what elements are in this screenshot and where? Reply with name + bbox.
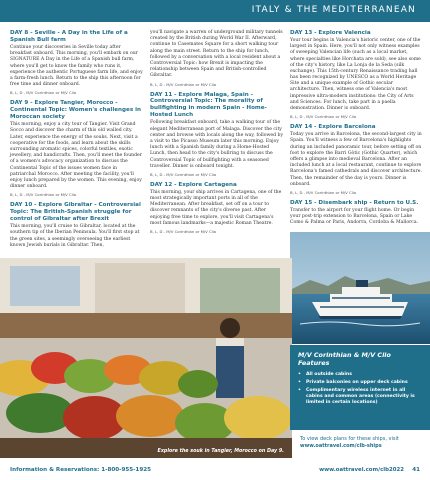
day-body: Transfer to the airport for your flight home. Or begin your post-trip extension to Barcelona, Spain or Lake Como & Palma or Paris, Andorra, Cordoba & Mallorca. xyxy=(290,207,419,226)
day-meals: B, L, D - M/V Corinthian or M/V Clio xyxy=(290,114,357,120)
feature-item: • Private balconies on upper deck cabins xyxy=(298,379,408,385)
day-entry xyxy=(290,124,422,195)
day-meals: B, L, D - M/V Corinthian or M/V Clio xyxy=(150,229,217,235)
day-meals: B, L, D - M/V Corinthian or M/V Clio xyxy=(10,90,77,96)
features-list xyxy=(298,372,422,406)
day-entry xyxy=(10,100,144,197)
cruise-ship-photo xyxy=(290,232,430,344)
day-body: Your tour begins in Valencia's historic center, one of the largest in Spain. Here, you'll not only witness examples of sweeping Valencian life (such as a local market, where specialties like Horchata are sold), see also some of the city's history, like La Lonja de la Seda (silk exchange). This 15th-century Renaissance trading hall has been recognized by UNESCO as a World Heritage Site and a unique example of Gothic secular architecture. Then, witness one of Valencia's most impressive ultra-modern institutions: the City of Arts and Sciences. For lunch, take part in a paella demonstration. Dinner is onboard. xyxy=(290,37,421,112)
page-number: 41 xyxy=(412,467,420,473)
feature-item: • All outside cabins xyxy=(298,372,352,377)
tangier-souk-photo xyxy=(0,258,292,458)
deck-plans-link[interactable]: www.oattravel.com/clb-ships xyxy=(300,442,382,449)
day-title: DAY 14 - Explore Barcelona xyxy=(290,124,376,131)
footer-url[interactable]: www.oattravel.com/clb2022 xyxy=(319,467,404,473)
day-title: DAY 11 - Explore Malaga, Spain - Controversial Topic: The morality of bullfighting in modern Spain - Home-Hosted Lunch xyxy=(150,91,267,119)
header-bar xyxy=(0,0,430,22)
section-title: ITALY & THE MEDITERRANEAN xyxy=(251,5,416,15)
itinerary-column-2 xyxy=(150,30,284,239)
day-body: This morning, enjoy a city tour of Tangier. Visit Grand Socco and discover the charm of this old walled city. Later, experience the energy of the souks. Next, visit a cooperative for the foods, and learn about the skills surrounding aromatic spices, colorful textiles, exotic jewellery, and handicrafts. Then, you'll meet the founder of a women's advocacy organization to discuss the Continental Topic of the issues women face in patriarchal Morocco. After meeting the facility, you'll enjoy lunch prepared by the women. This evening, enjoy dinner onboard. xyxy=(10,122,142,190)
day-body: This morning, your ship arrives in Cartagena, one of the most strategically important ports in all of the Mediterranean. After breakfast, set off on a tour to discover remnants of the city's diverse past. After enjoying free time to explore, you'll visit Cartagena's most famous landmarks—a majestic Roman Theatre. xyxy=(150,189,282,226)
page-footer xyxy=(0,464,430,480)
day-meals: B, L, D - M/V Corinthian or M/V Clio xyxy=(150,171,217,177)
day-body: This morning, you'll cruise to Gibraltar, located at the southern tip of the Iberian Peninsula. You'll first stop at the green sites, a seemingly overseeing the earliest known Jewish burials in Gibraltar. Then, xyxy=(10,224,140,248)
day-title: DAY 8 - Seville - A Day in the Life of a Spanish Bull farm xyxy=(10,30,128,43)
day-entry xyxy=(290,30,422,119)
photo-caption: Explore the souk in Tangier, Morocco on Day 9. xyxy=(157,449,284,454)
deck-plans-note xyxy=(300,436,426,450)
market-scene-illustration xyxy=(0,258,292,458)
day-body: Following breakfast onboard, take a walking tour of the elegant Mediterranean port of Malaga. Discover the city center and browse with locals along the way, followed by a visit to the Picasso Museum later this morning. Enjoy lunch with a Spanish family during a Home-Hosted Lunch, then head to the city's bullring to discuss the Controversial Topic of bullfighting with a seasoned traveller. Dinner is onboard tonight. xyxy=(150,120,284,169)
bullet-icon: • xyxy=(298,372,301,377)
day-title: DAY 9 - Explore Tangier, Morocco - Continental Topic: Women's challenges in Moroccan society xyxy=(10,100,141,121)
day-entry xyxy=(10,30,144,95)
day-meals: B, L, D - M/V Corinthian or M/V Clio xyxy=(150,81,217,87)
day-title: DAY 15 - Disembark ship - Return to U.S. xyxy=(290,199,419,206)
reservations-phone: Information & Reservations: 1-800-955-1925 xyxy=(10,467,152,473)
itinerary-column-1 xyxy=(10,30,144,254)
day-title: DAY 13 - Explore Valencia xyxy=(290,30,371,36)
day-entry xyxy=(150,92,284,177)
day-meals: B, L, D - M/V Corinthian or M/V Clio xyxy=(10,192,77,198)
feature-item: • Complimentary wireless internet in all cabins and common areas (connectivity is limited in certain locations) xyxy=(298,387,415,405)
day-meals: B, L, D - M/V Corinthian or M/V Clio xyxy=(290,189,357,195)
itinerary-column-3 xyxy=(290,30,422,231)
bullet-icon: • xyxy=(298,379,301,385)
day-entry xyxy=(150,30,284,87)
day-title: DAY 10 - Explore Gibraltar - Controversial Topic: The British-Spanish struggle for control of Gibraltar after Brexit xyxy=(10,202,141,223)
ship-features-box xyxy=(290,345,430,430)
day-entry xyxy=(290,200,422,227)
features-title: M/V Corinthian & M/V Clio Features xyxy=(298,351,391,367)
day-body: Today you arrive in Barcelona, the second-largest city in Spain. You'll witness a few of Barcelona's highlights during an included panoramic tour, before setting off on foot to explore the Barri Gòtic (Gothic Quarter), which offers a glimpse into medieval Barcelona. After an included lunch at a local restaurant, continue to explore Barcelona's famed cathedrals and discover architecture. Then, the remainder of the day is yours. Dinner is onboard. xyxy=(290,132,422,187)
day-entry xyxy=(150,182,284,234)
day-title: DAY 12 - Explore Cartagena xyxy=(150,181,237,188)
day-body: Continue your discoveries in Seville today after breakfast onboard. This morning, you'll embark on our SIGNATURE A Day in the Life of a Spanish bull farm, where you'll get to know the family who runs it, experience the authentic Portuguese farm life, and enjoy a farm-fresh lunch. Return to the ship this afternoon for free time and dinner onboard. xyxy=(10,44,143,88)
day-entry xyxy=(10,202,144,249)
bullet-icon: • xyxy=(298,387,301,393)
day-body: you'll navigate a warren of underground military tunnels created by the British during World War II. Afterward, continue to Casemates Square for a short walking tour along the main street. Return to the ship for lunch, followed by a conversation with a local resident about a Controversial Topic: how Brexit is impacting the relationship between Spain and British-controlled Gibraltar. xyxy=(150,30,283,79)
cruise-ship-illustration xyxy=(290,232,430,344)
deck-plans-text: To view deck plans for these ships, visit xyxy=(300,436,399,442)
